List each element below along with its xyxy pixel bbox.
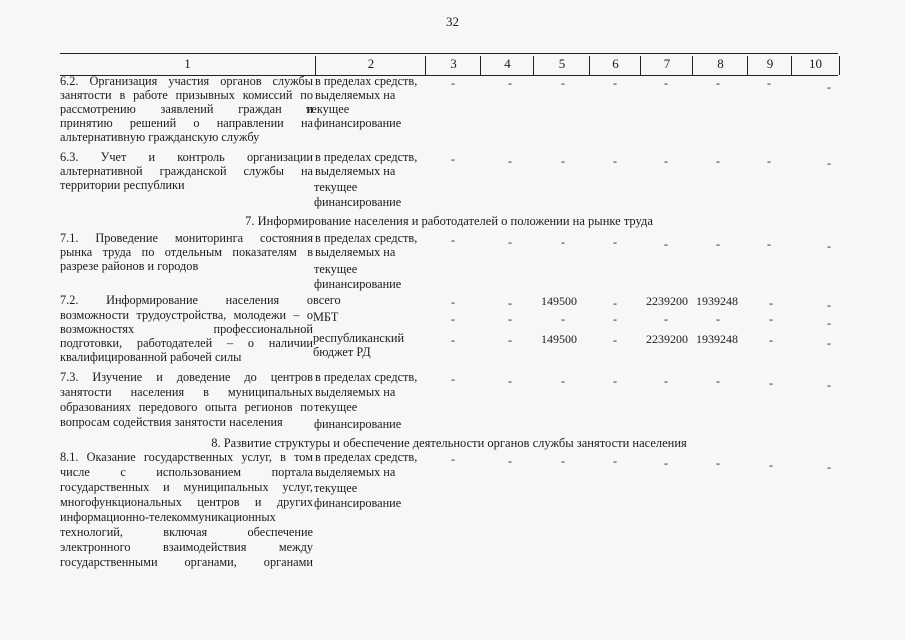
row-text-line: принятию решений о направлении на: [60, 116, 313, 130]
row-text-line: 7.3. Изучение и доведение до центров: [60, 370, 313, 384]
funding-line: выделяемых на: [315, 164, 396, 178]
row-text-line: альтернативную гражданскую службу: [60, 130, 260, 144]
value-cell: -: [716, 76, 720, 90]
value-cell: -: [827, 298, 831, 312]
value-cell: -: [613, 312, 617, 326]
column-header-7: 7: [640, 56, 693, 75]
row-text-line: вопросам содействия занятости населения: [60, 415, 283, 429]
source-mbt: МБТ: [313, 310, 339, 324]
column-header-6: 6: [589, 56, 641, 75]
column-header-1: 1: [184, 56, 191, 71]
row-text-line: 6.3. Учет и контроль организации: [60, 150, 313, 164]
column-header-2: 2: [315, 56, 426, 75]
row-text-line: территории республики: [60, 178, 185, 192]
row-text-line: возможности трудоустройства, молодежи – о: [60, 308, 313, 322]
value-cell: -: [508, 312, 512, 326]
value-cell: -: [827, 378, 831, 392]
value-cell: 149500: [541, 332, 577, 346]
funding-line: финансирование: [314, 116, 402, 130]
value-cell: -: [769, 296, 773, 310]
column-header-3: 3: [425, 56, 481, 75]
row-text-line: электронного взаимодействия между: [60, 540, 313, 554]
value-cell: -: [827, 239, 831, 253]
value-cell: -: [508, 296, 512, 310]
funding-line: текущее: [314, 262, 358, 276]
row-text-line: альтернативной гражданской службы на: [60, 164, 313, 178]
value-cell: 149500: [541, 294, 577, 308]
value-cell: -: [827, 460, 831, 474]
value-cell: -: [664, 312, 668, 326]
funding-line: финансирование: [314, 195, 402, 209]
value-cell: -: [508, 374, 512, 388]
funding-line: в пределах средств,: [315, 370, 418, 384]
value-cell: -: [508, 454, 512, 468]
value-cell: -: [451, 312, 455, 326]
value-cell: -: [664, 374, 668, 388]
row-text-line: государственными органами, органами: [60, 555, 313, 569]
column-header-5: 5: [533, 56, 590, 75]
funding-line: финансирование: [314, 496, 402, 510]
value-cell: -: [827, 316, 831, 330]
value-cell: -: [561, 154, 565, 168]
value-cell: -: [769, 376, 773, 390]
value-cell: -: [508, 76, 512, 90]
value-cell: -: [769, 312, 773, 326]
value-cell: -: [767, 237, 771, 251]
value-cell: -: [664, 154, 668, 168]
value-cell: -: [827, 336, 831, 350]
funding-line: текущее: [306, 102, 350, 116]
value-cell: -: [769, 333, 773, 347]
source-total: всего: [313, 293, 341, 307]
row-text-line: квалифицированной рабочей силы: [60, 350, 242, 364]
value-cell: -: [767, 154, 771, 168]
value-cell: -: [664, 456, 668, 470]
funding-line: текущее: [314, 400, 358, 414]
funding-line: выделяемых на: [315, 465, 396, 479]
value-cell: -: [613, 333, 617, 347]
row-text-line: рынка труда по отдельным показателям в: [60, 245, 313, 259]
column-header-10: 10: [791, 56, 840, 75]
column-header-8: 8: [692, 56, 748, 75]
value-cell: 1939248: [696, 332, 738, 346]
value-cell: 2239200: [646, 332, 688, 346]
funding-line: выделяемых на: [315, 385, 396, 399]
funding-line: финансирование: [314, 277, 402, 291]
value-cell: -: [561, 374, 565, 388]
value-cell: -: [451, 76, 455, 90]
page-number: 32: [446, 14, 459, 29]
row-text-line: подготовки, работодателей – о наличии: [60, 336, 313, 350]
row-text-line: 7.1. Проведение мониторинга состояния: [60, 231, 313, 245]
value-cell: -: [827, 80, 831, 94]
value-cell: -: [561, 235, 565, 249]
row-text-line: информационно-телекоммуникационных: [60, 510, 276, 524]
value-cell: 2239200: [646, 294, 688, 308]
value-cell: -: [451, 333, 455, 347]
funding-line: в пределах средств,: [315, 231, 418, 245]
value-cell: -: [664, 237, 668, 251]
value-cell: 1939248: [696, 294, 738, 308]
funding-line: финансирование: [314, 417, 402, 431]
value-cell: -: [613, 296, 617, 310]
value-cell: -: [451, 372, 455, 386]
value-cell: -: [451, 452, 455, 466]
row-text-line: технологий, включая обеспечение: [60, 525, 313, 539]
value-cell: -: [664, 76, 668, 90]
value-cell: -: [613, 76, 617, 90]
value-cell: -: [613, 154, 617, 168]
row-text-line: образованиях передового опыта регионов по: [60, 400, 313, 414]
section-heading-7: 7. Информирование населения и работодателей о положении на рынке труда: [245, 214, 653, 228]
row-text-line: рассмотрению заявлений граждан и: [60, 102, 313, 116]
table-header-top-border: [60, 53, 838, 54]
value-cell: -: [769, 458, 773, 472]
value-cell: -: [451, 295, 455, 309]
value-cell: -: [613, 374, 617, 388]
value-cell: -: [613, 235, 617, 249]
funding-line: в пределах средств,: [315, 150, 418, 164]
source-republic-2: бюджет РД: [313, 345, 371, 359]
column-header-9: 9: [747, 56, 792, 75]
value-cell: -: [716, 374, 720, 388]
row-text-line: 8.1. Оказание государственных услуг, в том: [60, 450, 313, 464]
value-cell: -: [561, 312, 565, 326]
funding-line: выделяемых на: [315, 88, 396, 102]
value-cell: -: [561, 76, 565, 90]
value-cell: -: [561, 454, 565, 468]
value-cell: -: [716, 312, 720, 326]
row-text-line: занятости в работе призывных комиссий по: [60, 88, 313, 102]
value-cell: -: [508, 333, 512, 347]
funding-line: в пределах средств,: [315, 450, 418, 464]
column-header-4: 4: [480, 56, 534, 75]
funding-line: выделяемых на: [315, 245, 396, 259]
row-text-line: 6.2. Организация участия органов службы: [60, 74, 313, 88]
funding-line: текущее: [314, 180, 358, 194]
value-cell: -: [508, 154, 512, 168]
value-cell: -: [827, 156, 831, 170]
row-text-line: государственных и муниципальных услуг,: [60, 480, 313, 494]
value-cell: -: [716, 456, 720, 470]
value-cell: -: [767, 76, 771, 90]
row-text-line: многофункциональных центров и других: [60, 495, 313, 509]
row-text-line: возможностях профессиональной: [60, 322, 313, 336]
value-cell: -: [613, 454, 617, 468]
value-cell: -: [508, 235, 512, 249]
row-text-line: числе с использованием портала: [60, 465, 313, 479]
value-cell: -: [716, 237, 720, 251]
row-text-line: занятости населения в муниципальных: [60, 385, 313, 399]
source-republic: республиканский: [313, 331, 405, 345]
value-cell: -: [451, 152, 455, 166]
value-cell: -: [451, 233, 455, 247]
row-text-line: разрезе районов и городов: [60, 259, 199, 273]
funding-line: в пределах средств,: [315, 74, 418, 88]
row-text-line: 7.2. Информирование населения о: [60, 293, 313, 307]
section-heading-8: 8. Развитие структуры и обеспечение деятельности органов службы занятости населения: [211, 436, 687, 450]
value-cell: -: [716, 154, 720, 168]
funding-line: текущее: [314, 481, 358, 495]
